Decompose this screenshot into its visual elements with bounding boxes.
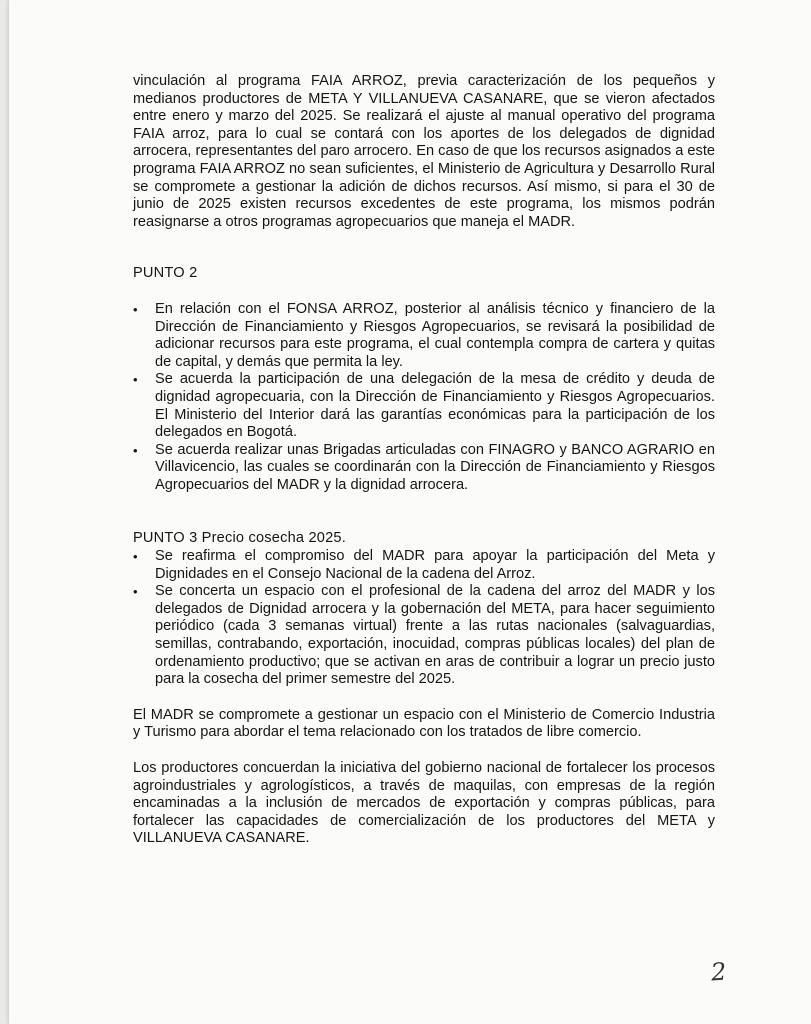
- list-item: [133, 301, 715, 371]
- punto-3-heading: PUNTO 3 Precio cosecha 2025.: [133, 530, 346, 547]
- bullet-icon: •: [133, 372, 138, 388]
- bullet-icon: •: [133, 301, 138, 317]
- intro-paragraph: vinculación al programa FAIA ARROZ, previa caracterización de los pequeños y medianos productores de META Y VILLANUEVA CASANARE, que se vieron afectados entre enero y marzo del 2025. Se realizará el ajuste al manual operativo del programa FAIA arroz, para lo cual se contará con los aportes de los delegados de dignidad arrocera, representantes del paro arrocero. En caso de que los recursos asignados a este programa FAIA ARROZ no sean suficientes, el Ministerio de Agricultura y Desarrollo Rural se compromete a gestionar la adición de dichos recursos. Así mismo, si para el 30 de junio de 2025 existen recursos excedentes de este programa, los mismos podrán reasignarse a otros programas agropecuarios que maneja el MADR.: [133, 73, 715, 230]
- productores-paragraph: Los productores concuerdan la iniciativa del gobierno nacional de fortalecer los procesos agroindustriales y agrologísticos, a través de maquilas, con empresas de la región encaminadas a la inclusión de mercados de exportación y compras públicas, para fortalecer las capacidades de comercialización de los productores del META y VILLANUEVA CASANARE.: [133, 760, 715, 847]
- list-item: [133, 583, 715, 689]
- punto-3-item-text: Se reafirma el compromiso del MADR para apoyar la participación del Meta y Dignidades en el Consejo Nacional de la cadena del Arroz.: [155, 548, 715, 582]
- list-item: [133, 371, 715, 441]
- bullet-icon: •: [133, 584, 138, 600]
- document-body: [133, 73, 715, 848]
- punto-3-item-text: Se concerta un espacio con el profesional de la cadena del arroz del MADR y los delegados de Dignidad arrocera y la gobernación del META, para hacer seguimiento periódico (cada 3 semanas virtual) frente a las rutas nacionales (salvaguardias, semillas, contrabando, exportación, inocuidad, compras públicas locales) del plan de ordenamiento productivo; que se activan en aras de contribuir a lograr un precio justo para la cosecha del primer semestre del 2025.: [155, 583, 715, 688]
- punto-3-list: [133, 548, 715, 689]
- bullet-icon: •: [133, 442, 138, 458]
- punto-2-heading: PUNTO 2: [133, 265, 198, 282]
- punto-2-list: [133, 301, 715, 495]
- bullet-icon: •: [133, 549, 138, 565]
- punto-2-item-text: Se acuerda realizar unas Brigadas articuladas con FINAGRO y BANCO AGRARIO en Villavicencio, las cuales se coordinarán con la Dirección de Financiamiento y Riesgos Agropecuarios del MADR y la dignidad arrocera.: [155, 441, 715, 493]
- page-number: 2: [710, 957, 728, 987]
- list-item: [133, 548, 715, 583]
- madr-paragraph: El MADR se compromete a gestionar un espacio con el Ministerio de Comercio Industria y Turismo para abordar el tema relacionado con los tratados de libre comercio.: [133, 706, 715, 741]
- punto-2-item-text: En relación con el FONSA ARROZ, posterior al análisis técnico y financiero de la Dirección de Financiamiento y Riesgos Agropecuarios, se revisará la posibilidad de adicionar recursos para este programa, el cual contempla compra de cartera y quitas de capital, y demás que permita la ley.: [155, 300, 715, 370]
- document-page: [9, 0, 811, 1024]
- punto-2-item-text: Se acuerda la participación de una delegación de la mesa de crédito y deuda de dignidad agropecuaria, con la Dirección de Financiamiento y Riesgos Agropecuarios. El Ministerio del Interior dará las garantías económicas para la participación de los delegados en Bogotá.: [155, 371, 715, 441]
- list-item: [133, 442, 715, 495]
